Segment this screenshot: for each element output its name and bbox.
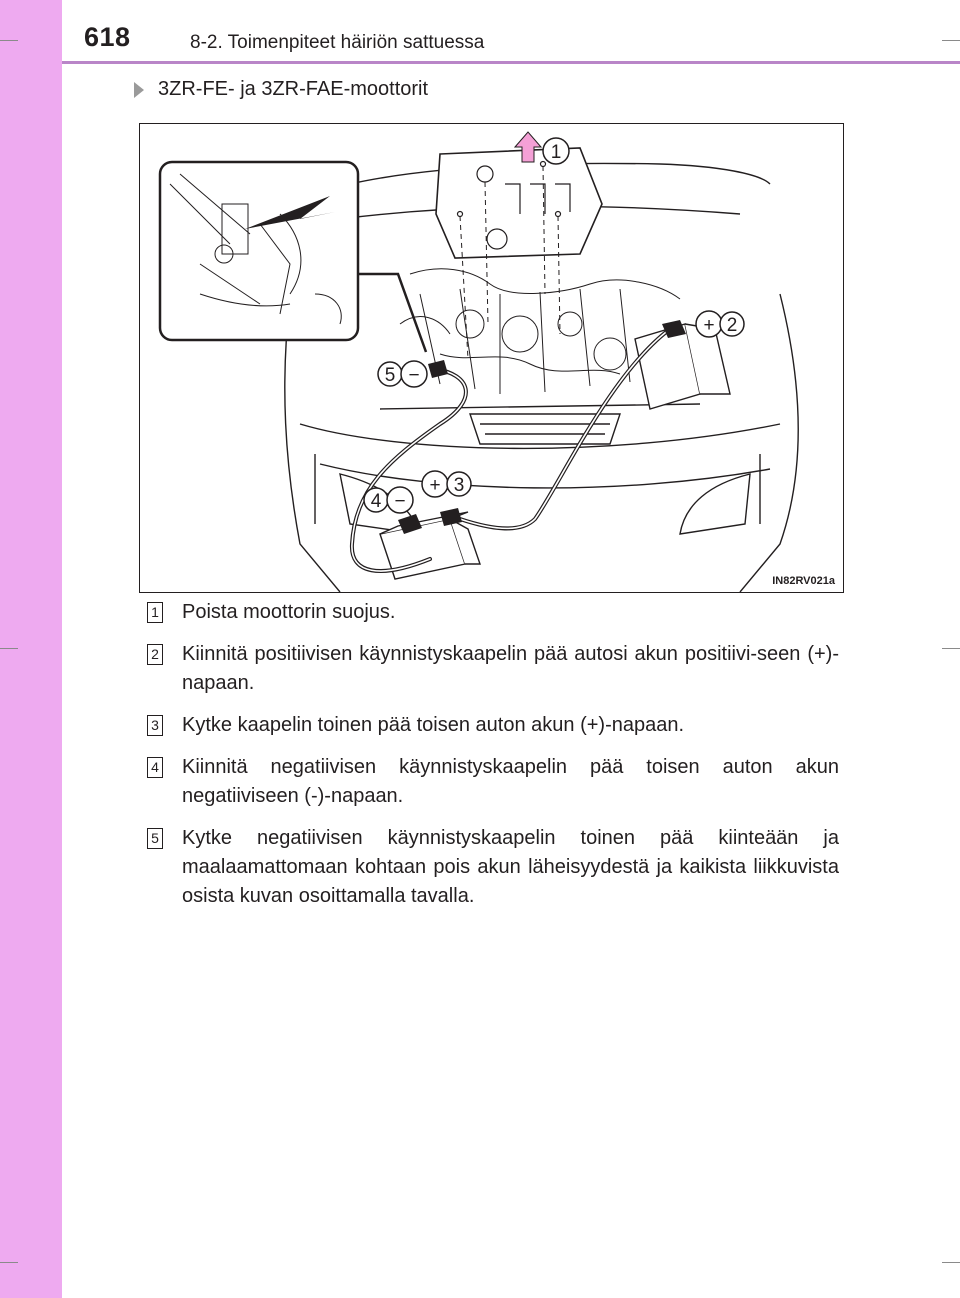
callout-5: 5 xyxy=(384,365,396,386)
callout-3: 3 xyxy=(453,475,465,496)
step-number-badge: 2 xyxy=(147,644,163,665)
step-text: Kiinnitä positiivisen käynnistyskaapelin pää autosi akun positiivi-seen (+)-napaan. xyxy=(182,643,839,694)
step-text: Kytke negatiivisen käynnistyskaapelin toinen pää kiinteään ja maalaamattomaan kohtaan pois akun läheisyydestä ja kaikista liikkuvista osista kuvan osoittamalla tavalla. xyxy=(182,827,839,907)
steps-list xyxy=(144,598,839,924)
jump-start-figure xyxy=(139,123,844,593)
figure-code: IN82RV021a xyxy=(772,575,835,587)
crop-mark xyxy=(942,1262,960,1263)
plus-sign-3: + xyxy=(429,475,441,496)
crop-mark xyxy=(942,648,960,649)
step-text: Poista moottorin suojus. xyxy=(182,601,396,623)
section-title: 8-2. Toimenpiteet häiriön sattuessa xyxy=(190,32,485,53)
triangle-bullet-icon xyxy=(134,82,144,98)
step-1 xyxy=(144,598,839,627)
engine-subheading xyxy=(134,78,428,101)
crop-mark xyxy=(0,1262,18,1263)
minus-sign-4: − xyxy=(394,491,406,512)
step-2 xyxy=(144,640,839,698)
step-text: Kytke kaapelin toinen pää toisen auton akun (+)-napaan. xyxy=(182,714,685,736)
step-number-badge: 5 xyxy=(147,828,163,849)
callout-4: 4 xyxy=(370,491,382,512)
callout-2: 2 xyxy=(726,315,738,336)
subheading-text: 3ZR-FE- ja 3ZR-FAE-moottorit xyxy=(158,78,429,100)
step-text: Kiinnitä negatiivisen käynnistyskaapelin pää toisen auton akun negatiiviseen (-)-napaan. xyxy=(182,756,839,807)
header-rule xyxy=(62,61,960,64)
crop-mark xyxy=(0,40,18,41)
side-color-band xyxy=(0,0,62,1298)
step-number-badge: 3 xyxy=(147,715,163,736)
step-4 xyxy=(144,753,839,811)
step-5 xyxy=(144,824,839,911)
minus-sign-5: − xyxy=(408,365,420,386)
page-number: 618 xyxy=(84,22,131,52)
crop-mark xyxy=(0,648,18,649)
step-3 xyxy=(144,711,839,740)
step-number-badge: 1 xyxy=(147,602,163,623)
callout-1: 1 xyxy=(550,142,562,163)
step-number-badge: 4 xyxy=(147,757,163,778)
plus-sign-2: + xyxy=(703,315,715,336)
crop-mark xyxy=(942,40,960,41)
engine-bay-illustration xyxy=(140,124,843,592)
